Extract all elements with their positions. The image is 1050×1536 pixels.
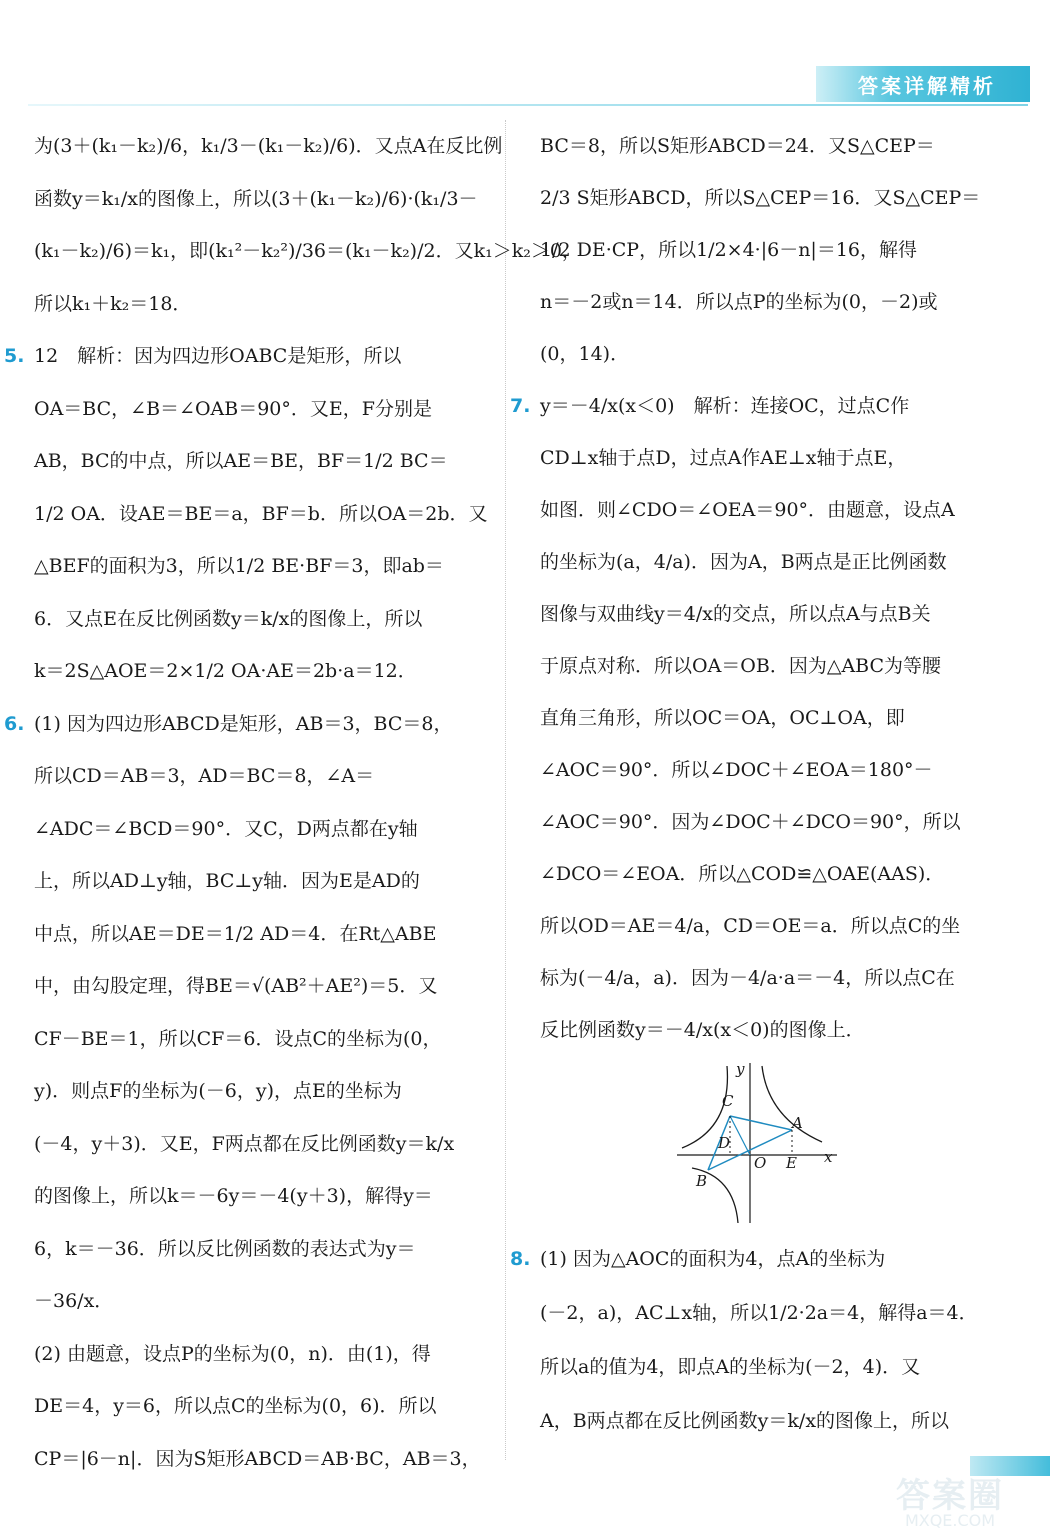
text-line (34, 803, 484, 856)
line-text: y＝－4/x(x＜0) 解析：连接OC，过点C作 (540, 395, 910, 417)
header-tab (816, 66, 1030, 102)
text-line (540, 484, 990, 536)
text-line (540, 276, 990, 328)
line-text: 所以k₁＋k₂＝18． (34, 292, 192, 315)
line-text: 于原点对称．所以OA＝OB．因为△ABC为等腰 (540, 655, 942, 677)
line-text: 1/2 DE·CP，所以1/2×4·|6－n|＝16，解得 (540, 239, 918, 261)
line-text: 函数y＝k₁/x的图像上，所以(3＋(k₁－k₂)/6)·(k₁/3－ (34, 187, 478, 210)
text-line (34, 960, 484, 1013)
text-line (540, 224, 990, 276)
watermark (860, 1468, 1040, 1528)
text-line (540, 328, 990, 380)
line-text: (k₁－k₂)/6)＝k₁，即(k₁²－k₂²)/36＝(k₁－k₂)/2．又k₁＞k₂＞0， (34, 240, 581, 262)
text-line (34, 1118, 484, 1171)
line-text: A，B两点都在反比例函数y＝k/x的图像上，所以 (540, 1410, 950, 1432)
column-divider (505, 120, 506, 1460)
line-text: 6．又点E在反比例函数y＝k/x的图像上，所以 (34, 607, 423, 630)
text-line (540, 1340, 990, 1394)
text-line (540, 900, 990, 952)
line-text: 如图．则∠CDO＝∠OEA＝90°．由题意，设点A (540, 499, 955, 521)
line-text: CF－BE＝1，所以CF＝6．设点C的坐标为(0， (34, 1027, 442, 1050)
line-text: 为(3＋(k₁－k₂)/6，k₁/3－(k₁－k₂)/6)．又点A在反比例 (34, 135, 503, 157)
question-number: 5. (4, 345, 25, 367)
line-text: 12 解析：因为四边形OABC是矩形，所以 (34, 345, 402, 367)
text-line (34, 540, 484, 593)
text-line (4, 698, 484, 751)
line-text: 中点，所以AE＝DE＝1/2 AD＝4．在Rt△ABE (34, 922, 437, 945)
line-text: －36/x． (34, 1290, 114, 1312)
label-d: D (718, 1134, 731, 1152)
line-text: n＝－2或n＝14．所以点P的坐标为(0，－2)或 (540, 291, 938, 313)
text-line (540, 744, 990, 796)
text-line (4, 330, 484, 383)
label-x: x (824, 1148, 833, 1166)
text-line (34, 1328, 484, 1381)
line-text: OA＝BC，∠B＝∠OAB＝90°．又E，F分别是 (34, 397, 432, 420)
text-line (510, 380, 990, 432)
text-line (34, 1013, 484, 1066)
line-text: 标为(－4/a，a)．因为－4/a·a＝－4，所以点C在 (540, 967, 955, 989)
text-line (34, 488, 488, 541)
line-text: 所以a的值为4，即点A的坐标为(－2，4)．又 (540, 1356, 921, 1378)
text-line (540, 432, 990, 484)
text-line (510, 1232, 990, 1286)
text-line (34, 1380, 484, 1433)
line-text: y)．则点F的坐标为(－6，y)，点E的坐标为 (34, 1080, 402, 1102)
header-title: 答案详解精析 (858, 73, 996, 98)
line-text: 上，所以AD⊥y轴，BC⊥y轴．因为E是AD的 (34, 870, 420, 892)
text-line (34, 855, 484, 908)
line-text: AB，BC的中点，所以AE＝BE，BF＝1/2 BC＝ (34, 450, 448, 472)
line-text: (0，14)． (540, 343, 630, 365)
question-number: 8. (510, 1248, 531, 1270)
line-text: (1) 因为四边形ABCD是矩形，AB＝3，BC＝8， (34, 712, 453, 735)
text-line (34, 1275, 484, 1328)
label-a: A (792, 1114, 803, 1132)
text-line (540, 172, 990, 224)
text-line (540, 952, 990, 1004)
segment-oc (730, 1116, 750, 1155)
line-text: 所以OD＝AE＝4/a，CD＝OE＝a．所以点C的坐 (540, 915, 961, 937)
text-line (34, 1065, 484, 1118)
line-text: (－2，a)，AC⊥x轴，所以1/2·2a＝4，解得a＝4． (540, 1302, 978, 1324)
text-line (540, 692, 990, 744)
line-text: (2) 由题意，设点P的坐标为(0，n)．由(1)，得 (34, 1342, 431, 1365)
label-y: y (736, 1060, 745, 1078)
text-line (34, 750, 484, 803)
line-text: 直角三角形，所以OC＝OA，OC⊥OA，即 (540, 707, 905, 729)
label-o: O (754, 1154, 767, 1172)
line-text: 反比例函数y＝－4/x(x＜0)的图像上． (540, 1019, 865, 1041)
right-column-lower (510, 1232, 990, 1448)
line-text: (1) 因为△AOC的面积为4，点A的坐标为 (540, 1248, 886, 1270)
text-line (540, 588, 990, 640)
text-line (34, 908, 484, 961)
line-text: 所以CD＝AB＝3，AD＝BC＝8，∠A＝ (34, 765, 375, 787)
line-text: 的图像上，所以k＝－6y＝－4(y＋3)，解得y＝ (34, 1185, 433, 1207)
segment-ca (730, 1116, 792, 1130)
line-text: DE＝4，y＝6，所以点C的坐标为(0，6)．所以 (34, 1395, 437, 1417)
line-text: ∠ADC＝∠BCD＝90°．又C，D两点都在y轴 (34, 817, 418, 840)
coordinate-figure (672, 1058, 842, 1228)
text-line (540, 536, 990, 588)
text-line (540, 120, 990, 172)
line-text: 2/3 S矩形ABCD，所以S△CEP＝16．又S△CEP＝ (540, 187, 981, 209)
question-number: 6. (4, 712, 25, 735)
label-e: E (786, 1154, 797, 1172)
line-text: k＝2S△AOE＝2×1/2 OA·AE＝2b·a＝12． (34, 660, 417, 682)
left-column (4, 120, 581, 1485)
text-line (34, 173, 484, 226)
line-text: 6，k＝－36．所以反比例函数的表达式为y＝ (34, 1237, 416, 1260)
question-number: 7. (510, 395, 531, 417)
right-column (510, 120, 990, 1056)
text-line (34, 593, 484, 646)
line-text: ∠AOC＝90°．所以∠DOC＋∠EOA＝180°－ (540, 759, 933, 781)
line-text: 1/2 OA．设AE＝BE＝a，BF＝b．所以OA＝2b．又 (34, 502, 488, 525)
text-line (34, 1433, 484, 1486)
text-line (540, 848, 990, 900)
line-text: 图像与双曲线y＝4/x的交点，所以点A与点B关 (540, 603, 931, 625)
header-rule (28, 104, 1028, 106)
text-line (34, 225, 581, 278)
text-line (540, 1394, 990, 1448)
text-line (540, 796, 990, 848)
text-line (34, 435, 484, 488)
label-b: B (696, 1172, 708, 1190)
line-text: 中，由勾股定理，得BE＝√(AB²＋AE²)＝5．又 (34, 975, 438, 997)
text-line (34, 120, 503, 173)
line-text: BC＝8，所以S矩形ABCD＝24．又S△CEP＝ (540, 135, 935, 157)
text-line (34, 278, 484, 331)
line-text: CD⊥x轴于点D，过点A作AE⊥x轴于点E， (540, 447, 907, 469)
line-text: ∠DCO＝∠EOA．所以△COD≌△OAE(AAS)． (540, 863, 945, 885)
text-line (34, 645, 484, 698)
line-text: 的坐标为(a，4/a)．因为A，B两点是正比例函数 (540, 551, 947, 573)
text-line (540, 1004, 990, 1056)
watermark-bottom: MXQE.COM (904, 1511, 996, 1530)
text-line (34, 1223, 484, 1276)
line-text: △BEF的面积为3，所以1/2 BE·BF＝3，即ab＝ (34, 555, 444, 577)
watermark-top: 答案圈 (896, 1476, 1004, 1516)
text-line (34, 1170, 484, 1223)
line-text: (－4，y＋3)．又E，F两点都在反比例函数y＝k/x (34, 1132, 455, 1155)
text-line (34, 383, 484, 436)
line-text: CP＝|6－n|．因为S矩形ABCD＝AB·BC，AB＝3， (34, 1447, 481, 1470)
line-text: ∠AOC＝90°．因为∠DOC＋∠DCO＝90°，所以 (540, 811, 961, 833)
text-line (540, 1286, 990, 1340)
text-line (540, 640, 990, 692)
label-c: C (722, 1092, 734, 1110)
